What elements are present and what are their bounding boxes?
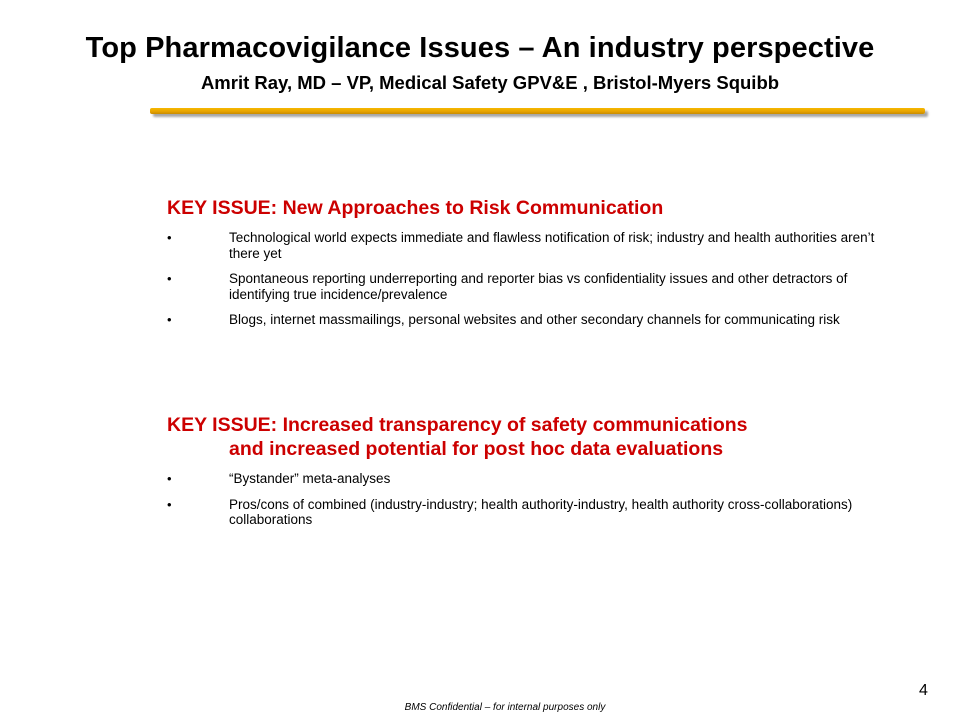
bullet-icon: • bbox=[167, 496, 172, 512]
slide-subtitle: Amrit Ray, MD – VP, Medical Safety GPV&E , Bristol-Myers Squibb bbox=[200, 72, 780, 93]
bullet-item bbox=[167, 497, 887, 528]
key-issue-section-1 bbox=[167, 196, 887, 328]
bullet-icon: • bbox=[167, 230, 172, 245]
bullet-icon: • bbox=[167, 271, 172, 286]
slide-title: Top Pharmacovigilance Issues – An industry perspective bbox=[85, 32, 875, 64]
bullet-item bbox=[167, 471, 887, 487]
bullet-item bbox=[167, 230, 887, 261]
section-heading-continuation: and increased potential for post hoc data evaluations bbox=[229, 438, 724, 460]
bullet-icon: • bbox=[167, 312, 172, 327]
section-heading bbox=[167, 413, 887, 461]
bullet-item bbox=[167, 271, 887, 302]
bullet-list bbox=[167, 471, 887, 528]
section-heading-text: KEY ISSUE: New Approaches to Risk Communication bbox=[167, 197, 664, 219]
bullet-text: Spontaneous reporting underreporting and reporter bias vs confidentiality issues and other detractors of identifying true incidence/prevalence bbox=[229, 271, 848, 302]
bullet-list bbox=[167, 230, 887, 328]
confidentiality-footer: BMS Confidential – for internal purposes only bbox=[404, 702, 606, 713]
bullet-text: Technological world expects immediate and flawless notification of risk; industry and health authorities aren’t there yet bbox=[229, 230, 875, 261]
bullet-icon: • bbox=[167, 471, 172, 486]
bullet-text: Pros/cons of combined (industry-industry; health authority-industry, health authority cross-collaborations) collaborations bbox=[229, 496, 853, 527]
key-issue-section-2 bbox=[167, 413, 887, 528]
bullet-text: “Bystander” meta-analyses bbox=[229, 471, 391, 486]
section-heading bbox=[167, 196, 887, 220]
page-number: 4 bbox=[919, 682, 928, 699]
bullet-text: Blogs, internet massmailings, personal websites and other secondary channels for communicating risk bbox=[229, 312, 840, 327]
bullet-item bbox=[167, 312, 887, 328]
title-underline-rule bbox=[150, 108, 925, 114]
section-heading-text: KEY ISSUE: Increased transparency of safety communications bbox=[167, 414, 748, 436]
